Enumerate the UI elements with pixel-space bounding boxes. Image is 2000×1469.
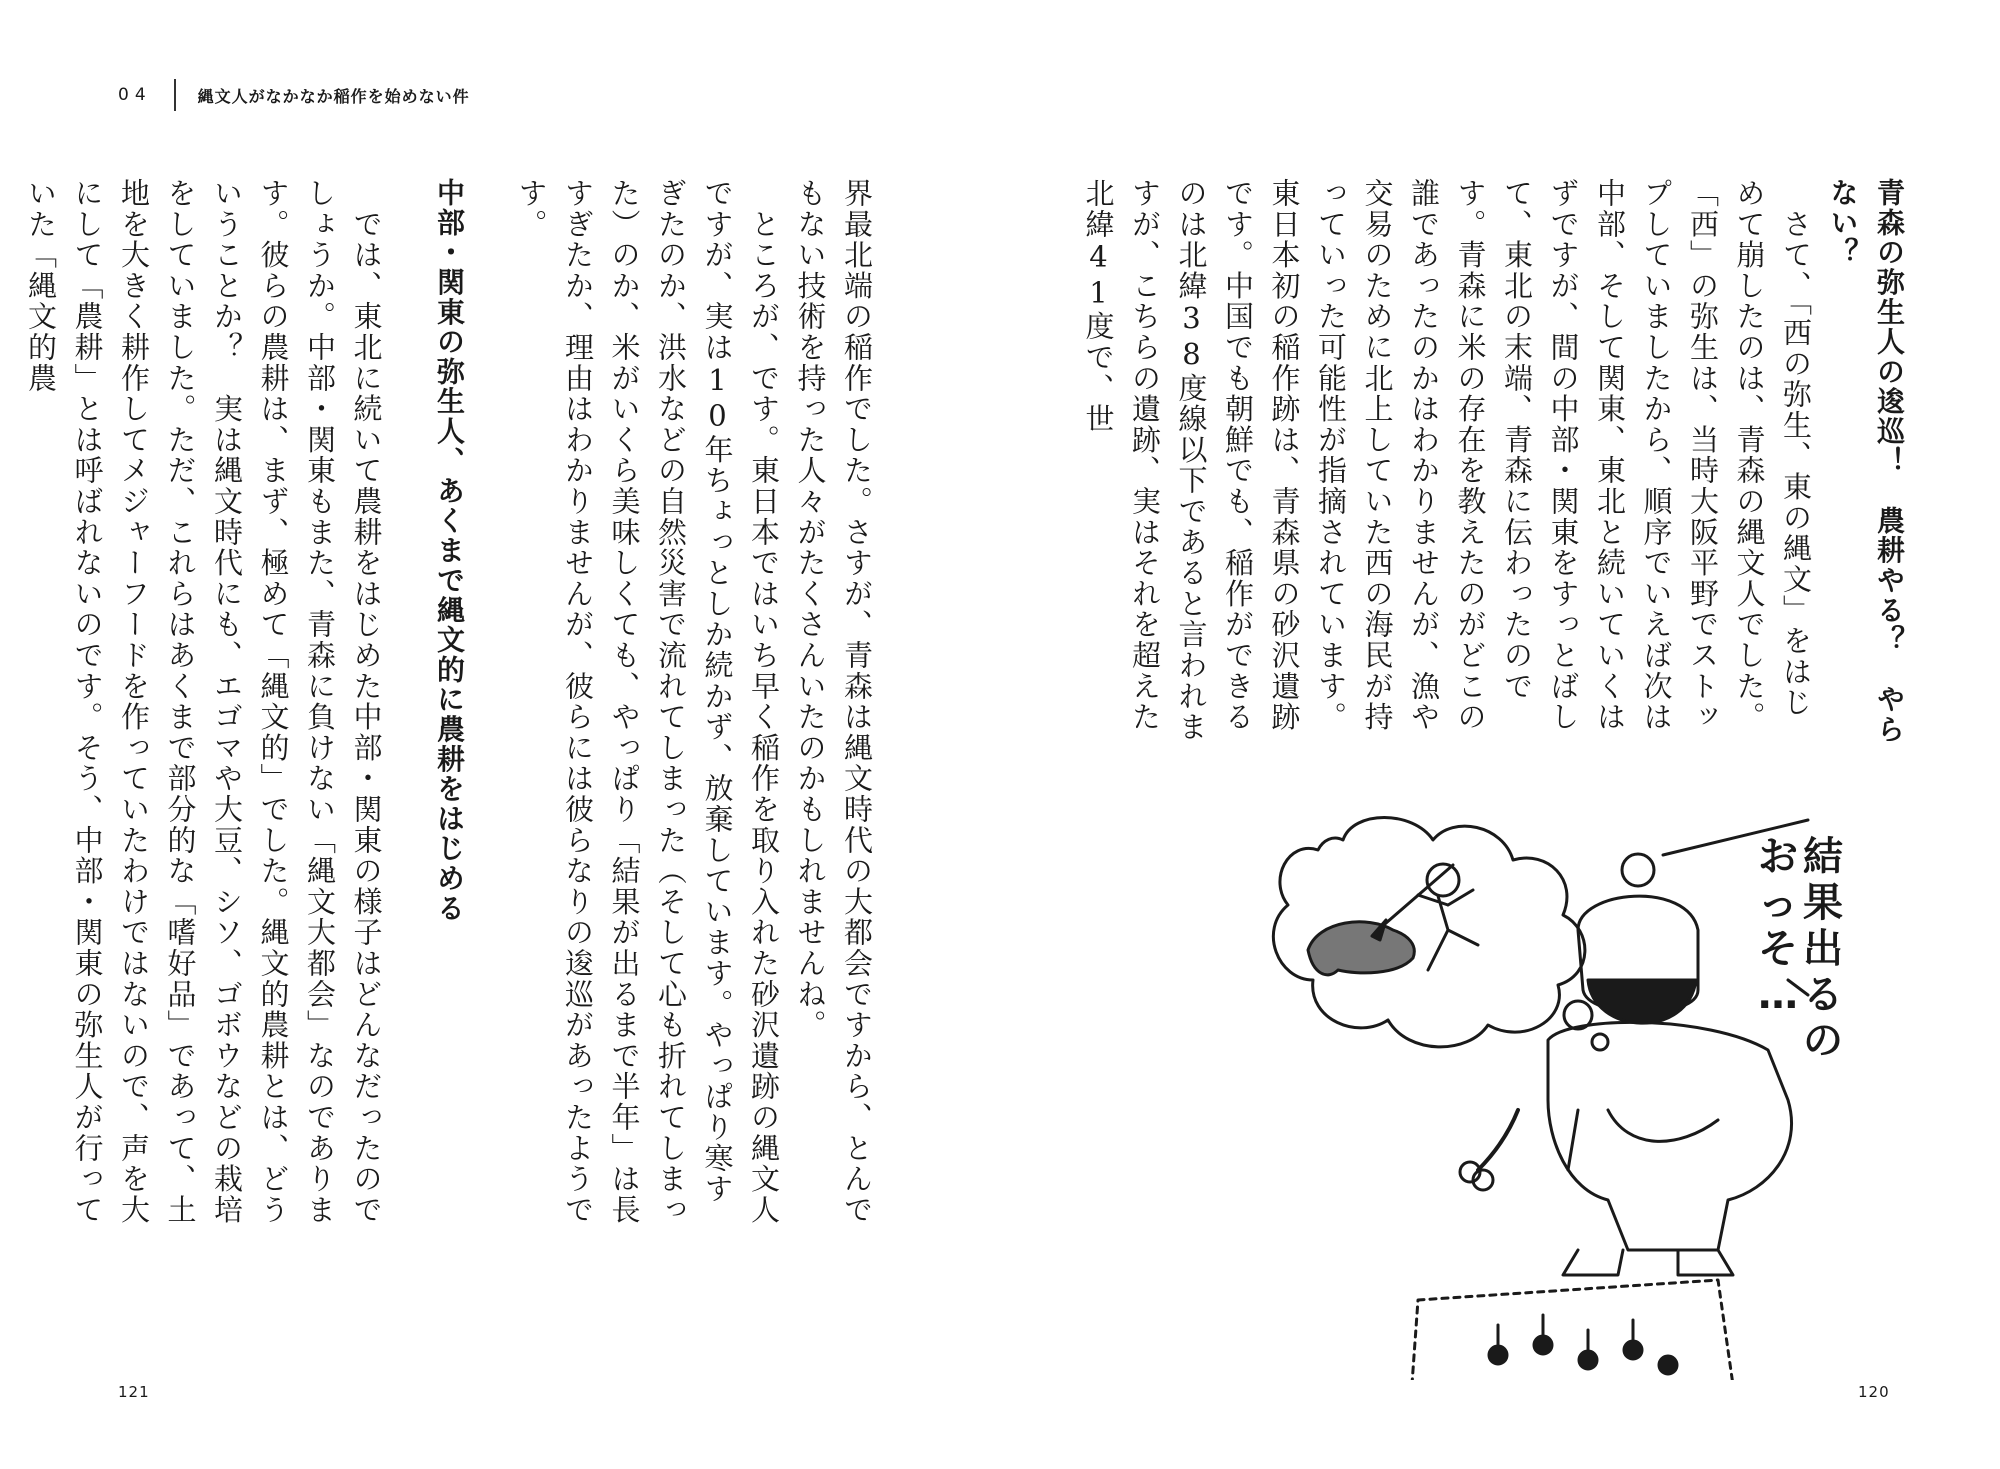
page-number-left: 121 [118, 1383, 150, 1401]
right-paragraph: さて、「西の弥生、東の縄文」をはじめて崩したのは、青森の縄文人でした。「西」の弥生は、当時大阪平野でストップしていましたから、順序でいえば次は中部、そして関東、東北と続いていくはずですが、間の中部・関東をすっとばして、東北の末端、青森に伝わったのです。青森に米の存在を教えたのがどこの誰であったのかはわかりませんが、漁や交易のために北上していた西の海民が持っていった可能性が指摘されています。東日本初の稲作跡は、青森県の砂沢遺跡です。中国でも朝鮮でも、稲作ができるのは北緯38度線以下であると言われますが、こちらの遺跡、実はそれを超えた北緯41度で、世 [1081, 178, 1813, 743]
hunter-head [1427, 864, 1459, 896]
left-paragraph-2: ところが、です。東日本ではいち早く稲作を取り入れた砂沢遺跡の縄文人ですが、実は10年ちょっとしか続かず、放棄しています。やっぱり寒すぎたのか、洪水などの自然災害で流れてしまった（そして心も折れてしまった）のか、米がいくら美味しくても、やっぱり「結果が出るまで半年」は長すぎたか、理由はわかりませんが、彼らには彼らなりの逡巡があったようです。 [514, 178, 781, 1226]
caveman-body [1548, 1022, 1792, 1250]
header-divider [174, 79, 176, 111]
running-header [118, 80, 470, 110]
chapter-title: 縄文人がなかなか稲作を始めない件 [197, 86, 470, 106]
field-mat [1408, 1280, 1738, 1380]
beard [1588, 980, 1696, 1023]
caveman-illustration [1248, 780, 1848, 1380]
topknot [1622, 854, 1654, 886]
left-section-heading: 中部・関東の弥生人、あくまで縄文的に農耕をはじめる [433, 178, 466, 923]
page-number-right: 120 [1858, 1383, 1890, 1401]
left-page-text [24, 178, 880, 1228]
right-page-text [1081, 178, 1912, 748]
left-paragraph-3: では、東北に続いて農耕をはじめた中部・関東の様子はどんなだったのでしょうか。中部・関東もまた、青森に負けない「縄文大都会」なのであります。彼らの農耕は、まず、極めて「縄文的」でした。縄文的農耕とは、どういうことか？ 実は縄文時代にも、エゴマや大豆、シソ、ゴボウなどの栽培をしていました。ただ、これらはあくまで部分的な「嗜好品」であって、土地を大きく耕作してメジャーフードを作っていたわけではないので、声を大にして「農耕」とは呼ばれないのです。そう、中部・関東の弥生人が行っていた「縄文的農 [24, 178, 384, 1226]
boar [1308, 922, 1414, 975]
thought-bubble-2 [1592, 1034, 1608, 1050]
bone [1478, 1110, 1518, 1170]
speech-caption-2: おっそ… [1758, 834, 1798, 1018]
left-paragraph-1: 界最北端の稲作でした。さすが、青森は縄文時代の大都会ですから、とんでもない技術を持った人々がたくさんいたのかもしれませんね。 [793, 178, 874, 1226]
chapter-number: 04 [118, 85, 152, 105]
speech-caption-1: 結果出るの [1803, 834, 1843, 1064]
right-section-heading: 青森の弥生人の逡巡！ 農耕やる？ やらない？ [1826, 178, 1906, 745]
